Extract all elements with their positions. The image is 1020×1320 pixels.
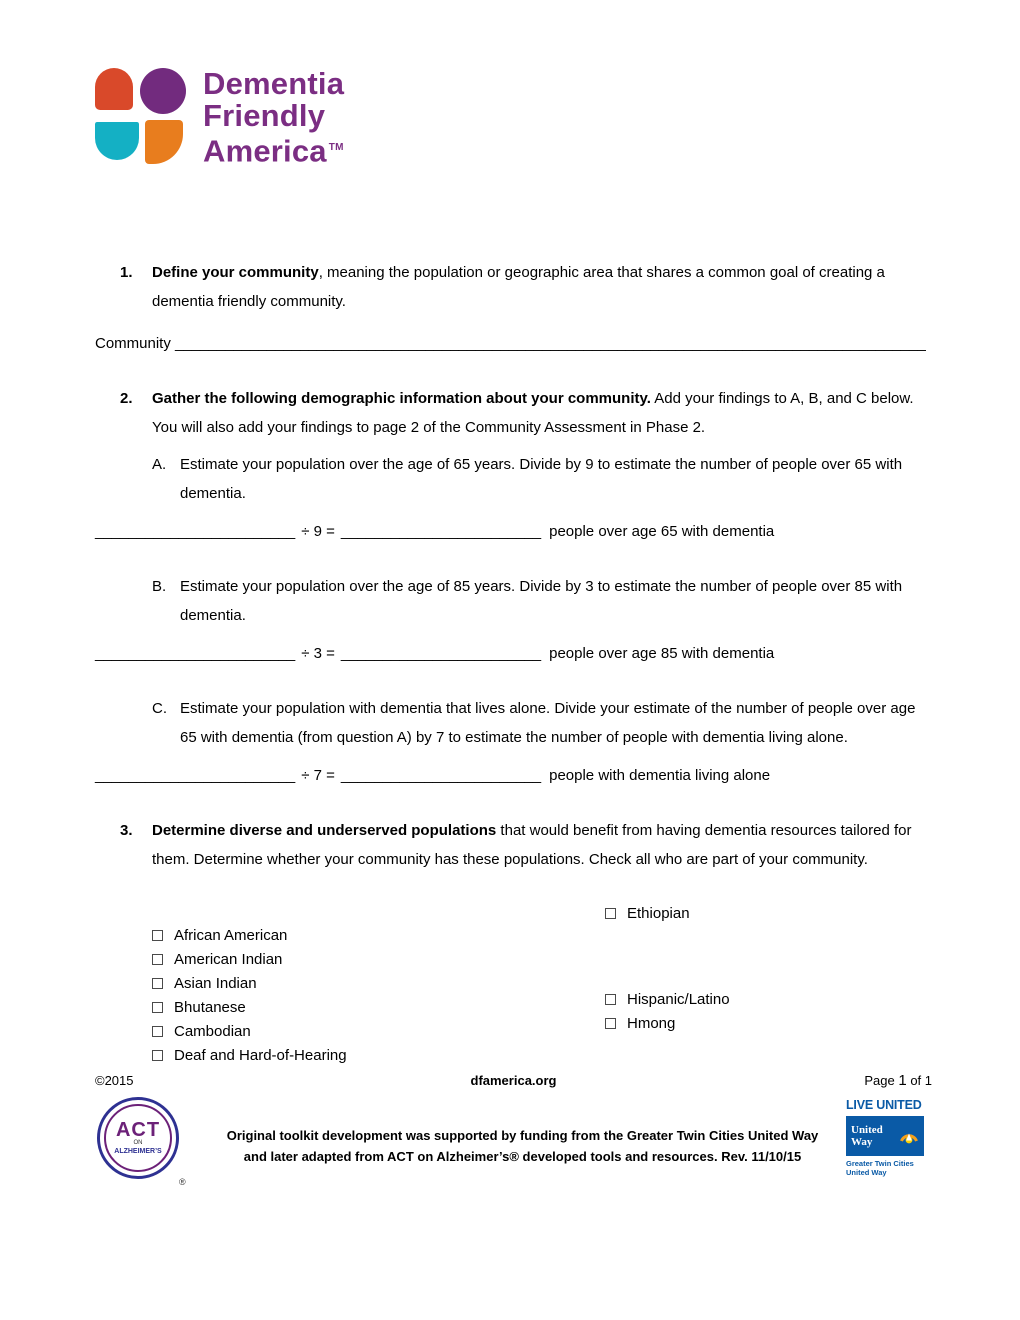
website-text: dfamerica.org — [470, 1073, 557, 1088]
question-2-text: Add your findings to A, B, and C below. You will also add your findings to page 2 of the Community Assessment in Phase 2. — [152, 390, 914, 436]
credits-line-2: and later adapted from ACT on Alzheimer’s® developed tools and resources. Rev. 11/10/15 — [243, 1149, 802, 1164]
united-way-box — [846, 1116, 924, 1156]
page-number — [792, 1072, 932, 1089]
checkbox-item-hmong[interactable] — [605, 1012, 730, 1036]
sub-question-b — [95, 572, 932, 630]
act-logo-ring — [97, 1097, 179, 1179]
equation-c — [95, 764, 932, 788]
checkbox-label: Asian Indian — [174, 975, 257, 992]
dfa-logo-mark-icon — [95, 68, 187, 164]
equation-b — [95, 642, 932, 666]
logo-shape-orange — [145, 120, 183, 164]
sub-question-b-text: Estimate your population over the age of 85 years. Divide by 3 to estimate the number of people over 85 with dementia. — [180, 578, 903, 624]
question-2-title: Gather the following demographic information about your community. — [152, 390, 651, 407]
act-on-alzheimers-logo — [95, 1097, 199, 1187]
equation-c-operator: ÷ 7 = — [301, 767, 335, 784]
logo-shape-red — [95, 68, 133, 110]
checkbox-item-american-indian[interactable] — [152, 948, 347, 972]
question-3 — [95, 816, 932, 874]
checkbox-item-deaf-hard-of-hearing[interactable] — [152, 1044, 347, 1068]
checklist-left-column — [152, 924, 347, 1068]
checkbox-icon[interactable] — [152, 978, 163, 989]
sub-question-c-letter: C. — [152, 700, 167, 717]
united-way-region-line2: United Way — [846, 1168, 887, 1177]
registered-symbol: ® — [179, 1177, 186, 1187]
united-way-region-line1: Greater Twin Cities — [846, 1159, 914, 1168]
wordmark-line-1: Dementia — [203, 66, 345, 101]
equation-a-blank-1[interactable]: ________________________ — [95, 523, 296, 540]
credits-text — [199, 1097, 846, 1167]
logo-shape-purple-circle — [140, 68, 186, 114]
credits-line-1: Original toolkit development was supported by funding from the Greater Twin Cities United Way — [226, 1128, 819, 1143]
checkbox-item-cambodian[interactable] — [152, 1020, 347, 1044]
checkbox-icon[interactable] — [605, 994, 616, 1005]
checkbox-icon[interactable] — [605, 1018, 616, 1029]
checkbox-label: Hispanic/Latino — [627, 991, 730, 1008]
community-field — [95, 332, 932, 356]
checkbox-item-asian-indian[interactable] — [152, 972, 347, 996]
united-way-name-line2: Way — [851, 1136, 873, 1148]
checkbox-label: Ethiopian — [627, 905, 690, 922]
checkbox-icon[interactable] — [152, 1026, 163, 1037]
question-2 — [95, 384, 932, 442]
question-3-text: that would benefit from having dementia resources tailored for them. Determine whether your community has these populations. Check all who are part of your community. — [152, 822, 912, 868]
checkbox-icon[interactable] — [152, 1002, 163, 1013]
checkbox-label: African American — [174, 927, 288, 944]
sub-question-c-text: Estimate your population with dementia that lives alone. Divide your estimate of the number of people over age 65 with dementia (from question A) by 7 to estimate the number of people with dementia living alone. — [180, 700, 916, 746]
united-way-region — [846, 1159, 932, 1177]
live-united-tagline: LIVE UNITED — [846, 1098, 922, 1112]
community-label: Community — [95, 335, 171, 352]
question-1-text: , meaning the population or geographic area that shares a common goal of creating a dementia friendly community. — [152, 264, 885, 310]
equation-c-blank-2[interactable]: ________________________ — [340, 767, 542, 784]
question-3-title: Determine diverse and underserved populations — [152, 822, 497, 839]
checkbox-icon[interactable] — [152, 930, 163, 941]
sub-question-b-letter: B. — [152, 578, 167, 595]
checkbox-item-hispanic-latino[interactable] — [605, 988, 730, 1012]
equation-b-blank-1[interactable]: ________________________ — [95, 645, 296, 662]
question-1-number: 1. — [120, 264, 133, 281]
united-way-logo — [846, 1097, 932, 1177]
equation-c-blank-1[interactable]: ________________________ — [95, 767, 296, 784]
logo-shape-teal — [95, 122, 139, 160]
wordmark-america: America — [203, 133, 327, 169]
checkbox-icon[interactable] — [605, 908, 616, 919]
equation-a — [95, 520, 932, 544]
checkbox-label: Bhutanese — [174, 999, 246, 1016]
act-logo-org: ALZHEIMER’S — [114, 1148, 162, 1155]
page-number-prefix: Page — [864, 1073, 899, 1088]
checklist-right-column-top — [605, 902, 690, 926]
act-logo-on: ON — [133, 1140, 143, 1146]
equation-b-label: people over age 85 with dementia — [549, 645, 775, 662]
wordmark-line-3 — [203, 132, 344, 167]
equation-a-label: people over age 65 with dementia — [549, 523, 775, 540]
checklist-right-column-bottom — [605, 988, 730, 1036]
sub-question-a-text: Estimate your population over the age of 65 years. Divide by 9 to estimate the number of people over 65 with dementia. — [180, 456, 903, 502]
community-blank-line[interactable]: __________________________________________________________________________________________ — [175, 335, 926, 352]
sub-question-c — [95, 694, 932, 752]
checkbox-item-bhutanese[interactable] — [152, 996, 347, 1020]
united-way-name — [851, 1124, 883, 1148]
page-number-value: 1 — [898, 1072, 907, 1089]
act-logo-inner — [104, 1104, 172, 1172]
page-footer — [95, 1072, 932, 1089]
dfa-wordmark — [203, 68, 344, 167]
checkbox-label: Deaf and Hard-of-Hearing — [174, 1047, 347, 1064]
copyright-text: ©2015 — [95, 1073, 134, 1088]
checkbox-label: Hmong — [627, 1015, 676, 1032]
sub-question-a-letter: A. — [152, 456, 167, 473]
checkbox-item-african-american[interactable] — [152, 924, 347, 948]
question-3-number: 3. — [120, 822, 133, 839]
equation-b-blank-2[interactable]: ________________________ — [340, 645, 542, 662]
wordmark-line-2: Friendly — [203, 98, 326, 133]
population-checklist — [95, 902, 932, 1064]
checkbox-icon[interactable] — [152, 1050, 163, 1061]
sub-question-a — [95, 450, 932, 508]
checkbox-item-ethiopian[interactable] — [605, 902, 690, 926]
question-1 — [95, 258, 932, 316]
checkbox-label: Cambodian — [174, 1023, 251, 1040]
checkbox-icon[interactable] — [152, 954, 163, 965]
united-way-name-line1: United — [851, 1124, 883, 1136]
question-1-title: Define your community — [152, 264, 319, 281]
page-number-suffix: of 1 — [906, 1073, 932, 1088]
bottom-logos — [95, 1097, 932, 1187]
equation-b-operator: ÷ 3 = — [301, 645, 335, 662]
question-2-number: 2. — [120, 390, 133, 407]
united-way-icon — [899, 1126, 919, 1146]
equation-a-blank-2[interactable]: ________________________ — [340, 523, 542, 540]
equation-c-label: people with dementia living alone — [549, 767, 771, 784]
equation-a-operator: ÷ 9 = — [301, 523, 335, 540]
dfa-logo — [95, 66, 932, 169]
trademark-symbol: TM — [328, 142, 344, 153]
act-logo-acronym: ACT — [115, 1119, 161, 1141]
checkbox-label: American Indian — [174, 951, 283, 968]
